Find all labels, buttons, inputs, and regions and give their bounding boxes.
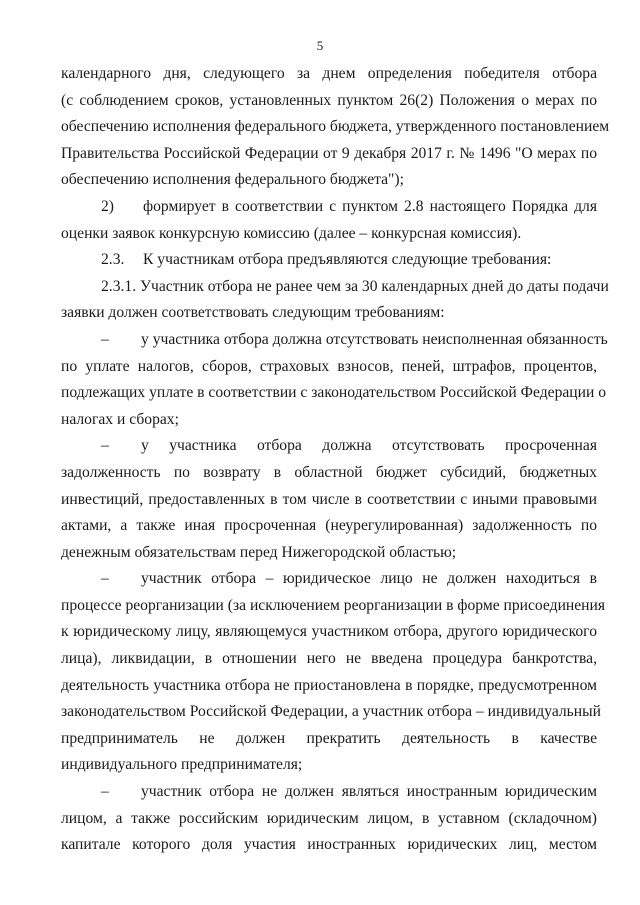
text-line: предприниматель не должен прекратить деятельность в качестве: [61, 729, 597, 747]
dash-item: [61, 433, 597, 566]
dash-item: [61, 779, 597, 859]
text-line: инвестиций, предоставленных в том числе в соответствии с иными правовыми: [61, 490, 597, 508]
text-line: задолженность по возврату в областной бюджет субсидий, бюджетных: [61, 463, 597, 481]
document-body: [61, 61, 610, 859]
text-line: денежным обязательствам перед Нижегородской областью;: [61, 543, 457, 561]
text-line: процессе реорганизации (за исключением реорганизации в форме присоединения: [61, 596, 606, 614]
list-line: [61, 433, 597, 460]
text-line: капитале которого доля участия иностранных юридических лиц, местом: [61, 836, 597, 854]
text-line: к юридическому лицу, являющемуся участником отбора, другого юридического: [61, 623, 597, 641]
list-line: [61, 779, 597, 806]
dash-marker: –: [101, 783, 109, 801]
text-line: календарного дня, следующего за днем определения победителя отбора: [61, 65, 597, 82]
list-line: [61, 194, 597, 221]
dash-item: [61, 327, 608, 433]
text-line: деятельность участника отбора не приостановлена в порядке, предусмотренном: [61, 676, 597, 694]
text-line: формирует в соответствии с пунктом 2.8 настоящего Порядка для: [143, 197, 597, 215]
text-line: индивидуального предпринимателя;: [61, 756, 303, 774]
text-line: Правительства Российской Федерации от 9 декабря 2017 г. № 1496 "О мерах по: [61, 144, 597, 162]
item-number: 2): [101, 197, 114, 215]
text-line: законодательством Российской Федерации, а участник отбора – индивидуальный: [61, 703, 601, 721]
list-line: [61, 247, 597, 274]
numbered-item: [61, 194, 597, 247]
text-line: участник отбора – юридическое лицо не должен находиться в: [141, 570, 597, 588]
text-line: обеспечению исполнения федерального бюджета");: [61, 171, 404, 189]
list-line: [61, 566, 597, 593]
dash-item: [61, 566, 606, 779]
text-line: налогах и сборах;: [61, 410, 179, 428]
section-heading: [61, 247, 597, 274]
text-line: лицом, а также российским юридическим лицом, в уставном (складочном): [61, 809, 597, 827]
dash-marker: –: [101, 437, 109, 455]
text-line: подлежащих уплате в соответствии с законодательством Российской Федерации о: [61, 384, 607, 402]
section-number: 2.3.: [101, 251, 125, 269]
text-line: К участникам отбора предъявляются следующие требования:: [143, 251, 552, 269]
text-line: лица), ликвидации, в отношении него не введена процедура банкротства,: [61, 650, 597, 668]
dash-marker: –: [101, 330, 109, 348]
text-line: (с соблюдением сроков, установленных пунктом 26(2) Положения о мерах по: [61, 91, 597, 109]
page-number: 5: [316, 38, 324, 53]
paragraph: [61, 274, 609, 327]
text-line: участник отбора не должен являться иностранным юридическим: [141, 783, 597, 801]
text-line: оценки заявок конкурсную комиссию (далее – конкурсная комиссия).: [61, 224, 522, 242]
list-line: [61, 327, 608, 354]
text-line: у участника отбора должна отсутствовать просроченная: [141, 437, 597, 455]
text-line: обеспечению исполнения федерального бюджета, утвержденного постановлением: [61, 118, 610, 136]
dash-marker: –: [101, 570, 109, 588]
text-line: у участника отбора должна отсутствовать неисполненная обязанность: [141, 330, 608, 348]
text-line: заявки должен соответствовать следующим требованиям:: [61, 304, 445, 322]
text-line: 2.3.1. Участник отбора не ранее чем за 30 календарных дней до даты подачи: [101, 277, 609, 295]
text-line: по уплате налогов, сборов, страховых взносов, пеней, штрафов, процентов,: [61, 357, 597, 375]
text-line: актами, а также иная просроченная (неурегулированная) задолженность по: [61, 517, 597, 535]
paragraph: [61, 61, 610, 194]
